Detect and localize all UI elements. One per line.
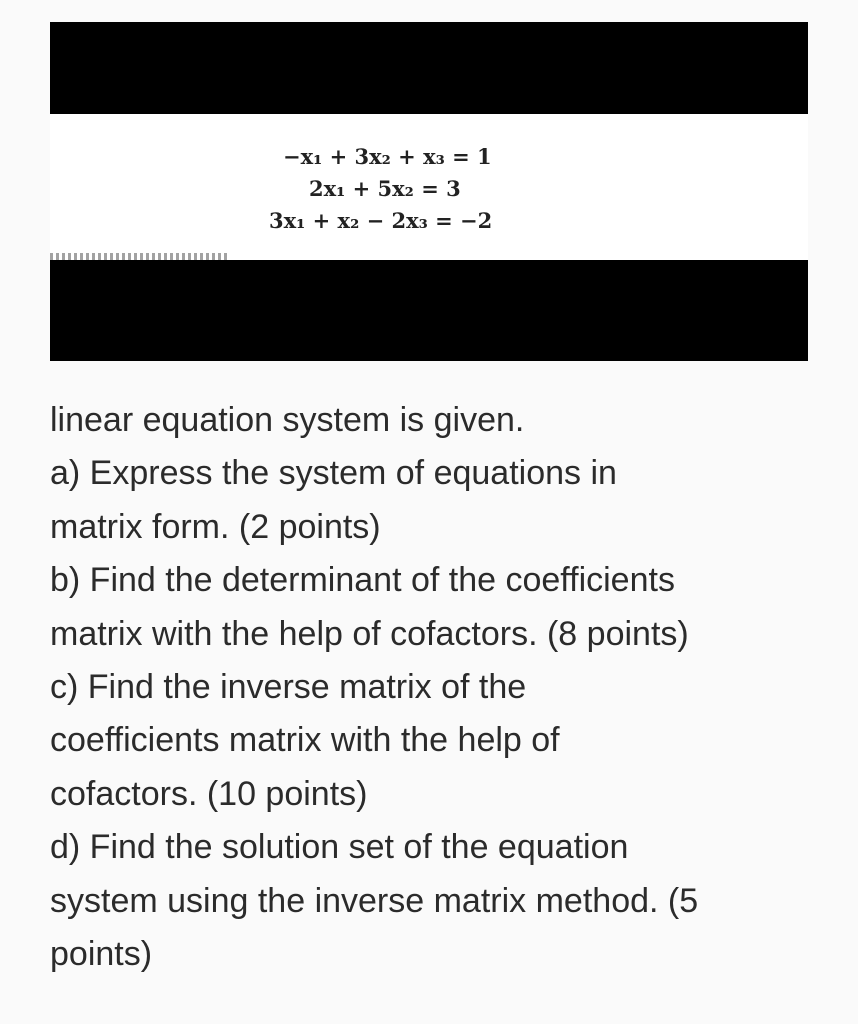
question-line: linear equation system is given. (50, 401, 525, 439)
question-line: matrix form. (2 points) (50, 507, 381, 546)
question-line: d) Find the solution set of the equation (50, 828, 629, 867)
equation-2: 2x₁ + 5x₂ = 3 (309, 176, 461, 201)
question-line: points) (50, 935, 153, 974)
equation-image (50, 22, 808, 361)
question-line: b) Find the determinant of the coefficients (50, 561, 675, 600)
equation-3: 3x₁ + x₂ − 2x₃ = −2 (269, 208, 493, 233)
question-line: cofactors. (10 points) (50, 774, 368, 813)
equation-1: −x₁ + 3x₂ + x₃ = 1 (283, 144, 492, 169)
question-line: matrix with the help of cofactors. (8 points) (50, 614, 689, 653)
question-text (50, 394, 840, 981)
question-line: coefficients matrix with the help of (50, 721, 560, 760)
question-line: c) Find the inverse matrix of the (50, 668, 527, 707)
question-line: system using the inverse matrix method. (5 (50, 881, 699, 920)
question-line: a) Express the system of equations in (50, 454, 617, 493)
redaction-bar-top (50, 22, 808, 114)
blurred-text-fragment (50, 253, 230, 260)
redaction-bar-bottom (50, 260, 808, 361)
